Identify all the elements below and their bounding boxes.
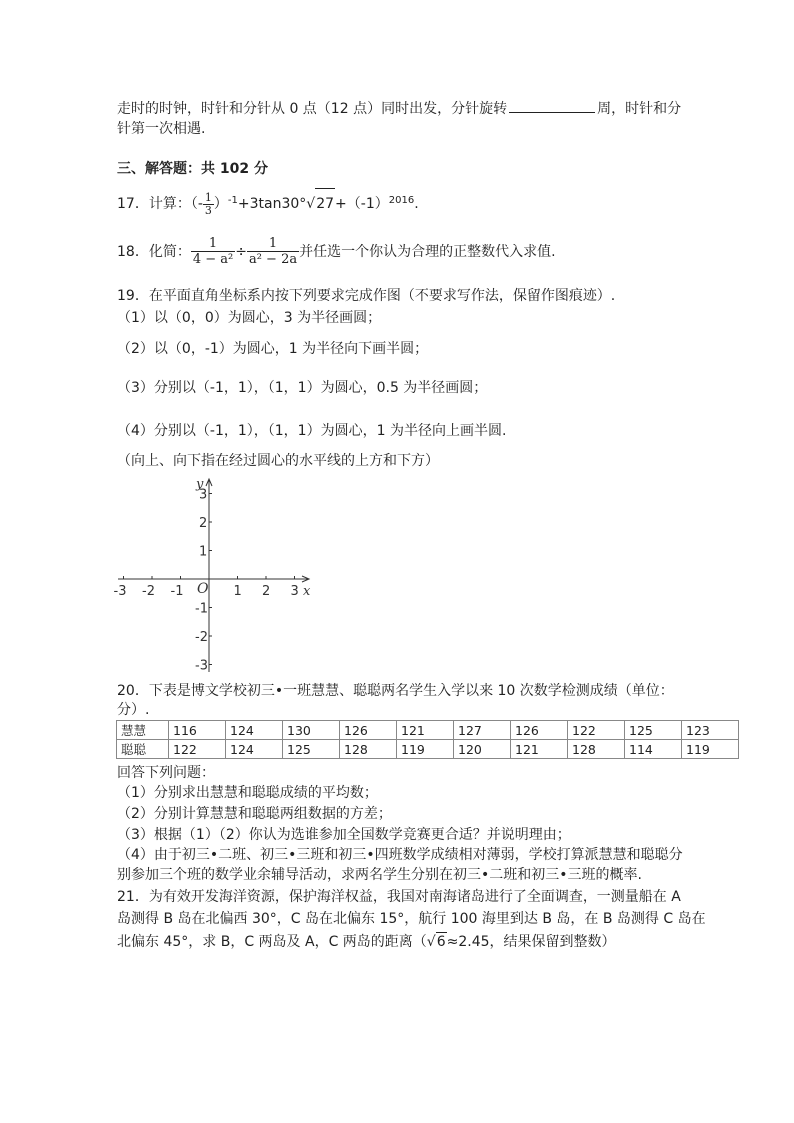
q20-part-1: （1）分别求出慧慧和聪聪成绩的平均数；	[117, 785, 378, 801]
question-17	[117, 186, 419, 216]
q18-f2-num: 1	[268, 235, 278, 251]
q17-open: （-	[190, 196, 203, 212]
q18-fraction-1	[191, 237, 235, 268]
q21-line-3	[117, 932, 616, 951]
q17-label: 17．计算：	[117, 196, 191, 212]
fill-in-question-line2: 针第一次相遇.	[117, 121, 206, 137]
q18-tail: 并任选一个你认为合理的正整数代入求值.	[299, 244, 556, 260]
answer-blank[interactable]	[509, 98, 595, 113]
score-cell: 130	[283, 721, 340, 740]
q17-exponent-1: -1	[227, 195, 238, 206]
q20-part-4-line1: （4）由于初三•二班、初三•三班和初三•四班数学成绩相对薄弱，学校打算派慧慧和聪聪分	[117, 847, 683, 863]
q21-line-1: 21．为有效开发海洋资源，保护海洋权益，我国对南海诸岛进行了全面调查，一测量船在 A	[117, 889, 681, 905]
q17-fraction	[203, 192, 214, 217]
fill-in-question-line1	[117, 98, 681, 118]
y-axis-label: y	[196, 477, 204, 492]
score-cell: 122	[169, 740, 226, 759]
q18-label: 18．化简：	[117, 244, 191, 260]
origin-label: O	[197, 581, 209, 597]
fill-in-text-a: 走时的时钟，时针和分针从 0 点（12 点）同时出发，分针旋转	[117, 101, 508, 117]
scores-table	[116, 720, 739, 759]
q19-stem: 19．在平面直角坐标系内按下列要求完成作图（不要求写作法，保留作图痕迹）.	[117, 288, 616, 304]
q20-stem-1: 20．下表是博文学校初三•一班慧慧、聪聪两名学生入学以来 10 次数学检测成绩（单位：	[117, 683, 674, 699]
y-tick-label: -2	[195, 630, 208, 645]
score-cell: 126	[511, 721, 568, 740]
score-cell: 127	[454, 721, 511, 740]
q20-part-3: （3）根据（1）（2）你认为选谁参加全国数学竞赛更合适？并说明理由；	[117, 827, 571, 843]
score-cell: 125	[283, 740, 340, 759]
question-18	[117, 232, 556, 272]
table-row	[117, 740, 739, 759]
score-cell: 116	[169, 721, 226, 740]
q18-operator: ÷	[235, 244, 247, 260]
q20-part-4-line2: 别参加三个班的数学业余辅导活动，求两名学生分别在初三•二班和初三•三班的概率.	[117, 867, 642, 883]
y-tick-label: 2	[199, 516, 208, 531]
q20-part-2: （2）分别计算慧慧和聪聪两组数据的方差；	[117, 806, 392, 822]
student-name-cell: 聪聪	[117, 740, 169, 759]
q17-frac-den: 3	[204, 203, 212, 217]
score-cell: 128	[340, 740, 397, 759]
score-cell: 122	[568, 721, 625, 740]
q21-sqrt-arg: 6	[436, 934, 446, 950]
x-tick-label: 2	[262, 584, 271, 599]
q19-part-2: （2）以（0，-1）为圆心，1 为半径向下画半圆；	[117, 341, 429, 357]
q20-answer-intro: 回答下列问题：	[117, 765, 215, 781]
coordinate-axes-figure	[110, 474, 320, 678]
score-cell: 123	[682, 721, 739, 740]
q17-mid: +3tan30°	[237, 196, 307, 212]
q21-line-3b: ≈2.45，结果保留到整数）	[446, 934, 616, 950]
section-heading: 三、解答题：共 102 分	[117, 161, 268, 177]
q17-frac-num: 1	[204, 190, 212, 204]
q17-sqrt-arg: 27	[315, 188, 335, 219]
q17-close: ）	[213, 196, 228, 212]
score-cell: 124	[226, 721, 283, 740]
student-name-cell: 慧慧	[117, 721, 169, 740]
score-cell: 119	[397, 740, 454, 759]
q18-f2-den: a² − 2a	[248, 251, 298, 267]
q18-f1-den: 4 − a²	[192, 251, 234, 267]
score-cell: 120	[454, 740, 511, 759]
x-tick-label: -2	[142, 584, 155, 599]
sqrt-icon: √	[306, 196, 316, 212]
sqrt-icon: √	[426, 934, 436, 950]
score-cell: 114	[625, 740, 682, 759]
table-row	[117, 721, 739, 740]
q19-part-3: （3）分别以（-1，1），（1，1）为圆心，0.5 为半径画圆；	[117, 380, 488, 396]
score-cell: 124	[226, 740, 283, 759]
y-tick-label: 1	[199, 544, 208, 560]
y-tick-label: -1	[195, 601, 208, 617]
x-tick-label: -1	[170, 584, 184, 599]
score-cell: 126	[340, 721, 397, 740]
x-tick-label: 3	[290, 584, 299, 599]
q21-line-2: 岛测得 B 岛在北偏西 30°，C 岛在北偏东 15°，航行 100 海里到达 B 岛，在 B 岛测得 C 岛在	[117, 911, 706, 927]
q19-part-4: （4）分别以（-1，1），（1，1）为圆心，1 为半径向上画半圆.	[117, 423, 507, 439]
x-tick-label: 1	[233, 584, 242, 599]
y-tick-label: -3	[195, 658, 208, 674]
q21-line-3a: 北偏东 45°，求 B，C 两岛及 A，C 两岛的距离（	[117, 934, 427, 950]
q17-end: .	[414, 196, 419, 212]
q18-f1-num: 1	[208, 235, 218, 251]
fill-in-text-b: 周，时针和分	[597, 101, 682, 117]
x-axis-label: x	[303, 584, 311, 599]
q19-part-1: （1）以（0，0）为圆心，3 为半径画圆；	[117, 310, 382, 326]
y-tick-label: 3	[199, 487, 208, 503]
score-cell: 128	[568, 740, 625, 759]
x-tick-label: -3	[113, 584, 127, 599]
q17-tail: +（-1）	[335, 196, 389, 212]
score-cell: 121	[397, 721, 454, 740]
score-cell: 121	[511, 740, 568, 759]
score-cell: 125	[625, 721, 682, 740]
q17-exponent-2: 2016	[388, 195, 415, 206]
score-cell: 119	[682, 740, 739, 759]
q20-stem-2: 分）.	[117, 702, 150, 718]
q18-fraction-2	[247, 237, 299, 268]
q19-note: （向上、向下指在经过圆心的水平线的上方和下方）	[117, 453, 439, 469]
